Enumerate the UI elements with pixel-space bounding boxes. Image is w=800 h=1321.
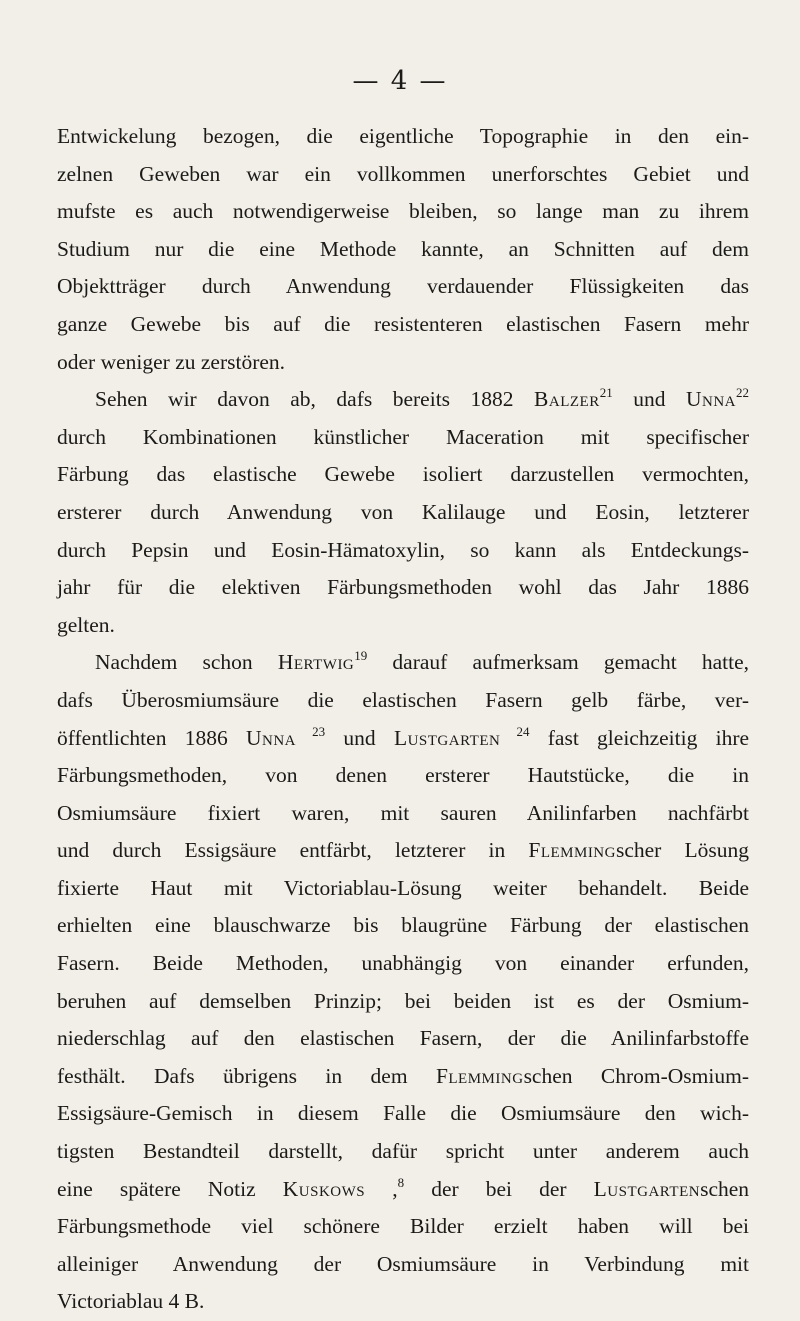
text-segment: ganze Gewebe bis auf die resistenteren elastischen Fasern mehr xyxy=(57,311,749,336)
text-line xyxy=(57,1020,749,1058)
text-segment: durch Kombinationen künstlicher Maceration mit specifischer xyxy=(57,424,749,449)
text-line xyxy=(57,644,749,682)
text-segment: Victoriablau 4 B. xyxy=(57,1289,205,1314)
text-segment: Osmiumsäure fixiert waren, mit sauren Anilinfarben nachfärbt xyxy=(57,800,749,825)
footnote-reference: 23 xyxy=(296,723,326,739)
author-name: Balzer xyxy=(534,387,600,412)
text-segment: zelnen Geweben war ein vollkommen unerforschtes Gebiet und xyxy=(57,161,749,186)
text-line xyxy=(57,268,749,306)
text-segment: tigsten Bestandteil darstellt, dafür spricht unter anderem auch xyxy=(57,1139,749,1164)
author-name: Lustgarten xyxy=(593,1176,701,1201)
author-name: Unna xyxy=(245,725,297,750)
text-segment: Färbungsmethode viel schönere Bilder erzielt haben will bei xyxy=(57,1214,749,1239)
text-segment: beruhen auf demselben Prinzip; bei beiden ist es der Osmium- xyxy=(57,988,749,1013)
text-segment: Objektträger durch Anwendung verdauender Flüssigkeiten das xyxy=(57,274,749,299)
text-segment: niederschlag auf den elastischen Fasern, der die Anilinfarbstoffe xyxy=(57,1026,749,1051)
text-segment: ersterer durch Anwendung von Kalilauge und Eosin, letzterer xyxy=(57,499,749,524)
text-segment: fast gleichzeitig ihre xyxy=(529,725,750,750)
text-line xyxy=(57,983,749,1021)
text-segment: fixierte Haut mit Victoriablau-Lösung weiter behandelt. Beide xyxy=(57,875,749,900)
text-line xyxy=(57,231,749,269)
text-segment: Fasern. Beide Methoden, unabhängig von einander erfunden, xyxy=(57,951,749,976)
text-segment: alleiniger Anwendung der Osmiumsäure in Verbindung mit xyxy=(57,1251,749,1276)
author-name: Hertwig xyxy=(277,650,355,675)
text-segment: festhält. Dafs übrigens in dem xyxy=(57,1063,436,1088)
text-line xyxy=(57,118,749,156)
author-name: Unna xyxy=(685,387,736,412)
text-segment: erhielten eine blauschwarze bis blaugrüne Färbung der elastischen xyxy=(57,913,749,938)
text-line xyxy=(57,381,749,419)
text-line xyxy=(57,306,749,344)
text-line xyxy=(57,1133,749,1171)
text-segment: Studium nur die eine Methode kannte, an Schnitten auf dem xyxy=(57,236,749,261)
text-segment: jahr für die elektiven Färbungsmethoden wohl das Jahr 1886 xyxy=(57,575,749,600)
body-text xyxy=(57,118,749,1321)
text-segment: gelten. xyxy=(57,612,115,637)
text-line xyxy=(57,682,749,720)
text-line xyxy=(57,1208,749,1246)
text-segment: schen Chrom-Osmium- xyxy=(523,1063,749,1088)
text-line xyxy=(57,569,749,607)
text-segment: scher Lösung xyxy=(615,838,749,863)
page-number: — 4 — xyxy=(352,66,448,96)
author-name: Kuskows xyxy=(282,1176,366,1201)
text-segment: und xyxy=(325,725,394,750)
author-name: Flemming xyxy=(528,838,616,863)
text-line xyxy=(57,1171,749,1209)
text-line xyxy=(57,832,749,870)
text-segment: Färbung das elastische Gewebe isoliert darzustellen vermochten, xyxy=(57,462,749,487)
text-segment: eine spätere Notiz xyxy=(57,1176,283,1201)
text-line xyxy=(57,494,749,532)
text-line xyxy=(57,1283,749,1321)
text-segment: oder weniger zu zerstören. xyxy=(57,349,286,374)
text-segment: dafs Überosmiumsäure die elastischen Fasern gelb färbe, ver- xyxy=(57,687,749,712)
text-segment: Essigsäure-Gemisch in diesem Falle die Osmiumsäure den wich- xyxy=(57,1101,749,1126)
text-segment: durch Pepsin und Eosin-Hämatoxylin, so kann als Entdeckungs- xyxy=(57,537,749,562)
text-line xyxy=(57,193,749,231)
text-line xyxy=(57,456,749,494)
text-segment: darauf aufmerksam gemacht hatte, xyxy=(367,650,749,675)
text-line xyxy=(57,532,749,570)
footnote-reference: 22 xyxy=(736,385,749,401)
footnote-reference: 21 xyxy=(599,385,613,401)
footnote-reference: 19 xyxy=(354,648,368,664)
author-name: Lustgarten xyxy=(393,725,501,750)
text-line xyxy=(57,945,749,983)
text-line xyxy=(57,344,749,382)
text-segment: Entwickelung bezogen, die eigentliche Topographie in den ein- xyxy=(57,124,749,148)
text-segment: schen xyxy=(700,1176,750,1201)
text-line xyxy=(57,795,749,833)
text-segment: Sehen wir davon ab, dafs bereits 1882 xyxy=(95,387,535,412)
text-line xyxy=(57,907,749,945)
text-line xyxy=(57,757,749,795)
text-segment: und xyxy=(612,387,686,412)
text-segment: der bei der xyxy=(404,1176,594,1201)
text-line xyxy=(57,1058,749,1096)
text-line xyxy=(57,607,749,645)
text-segment: Nachdem schon xyxy=(95,650,278,675)
text-segment: , xyxy=(365,1176,398,1201)
text-segment: öffentlichten 1886 xyxy=(57,725,246,750)
text-segment: mufste es auch notwendigerweise bleiben, so lange man zu ihrem xyxy=(57,199,749,224)
text-line xyxy=(57,1246,749,1284)
footnote-reference: 24 xyxy=(500,723,530,739)
text-segment: Färbungsmethoden, von denen ersterer Hautstücke, die in xyxy=(57,763,749,788)
text-line xyxy=(57,419,749,457)
text-segment: und durch Essigsäure entfärbt, letzterer in xyxy=(57,838,529,863)
author-name: Flemming xyxy=(435,1063,524,1088)
text-line xyxy=(57,156,749,194)
text-line xyxy=(57,870,749,908)
text-line xyxy=(57,1095,749,1133)
text-line xyxy=(57,720,749,758)
footnote-reference: 8 xyxy=(397,1174,405,1190)
